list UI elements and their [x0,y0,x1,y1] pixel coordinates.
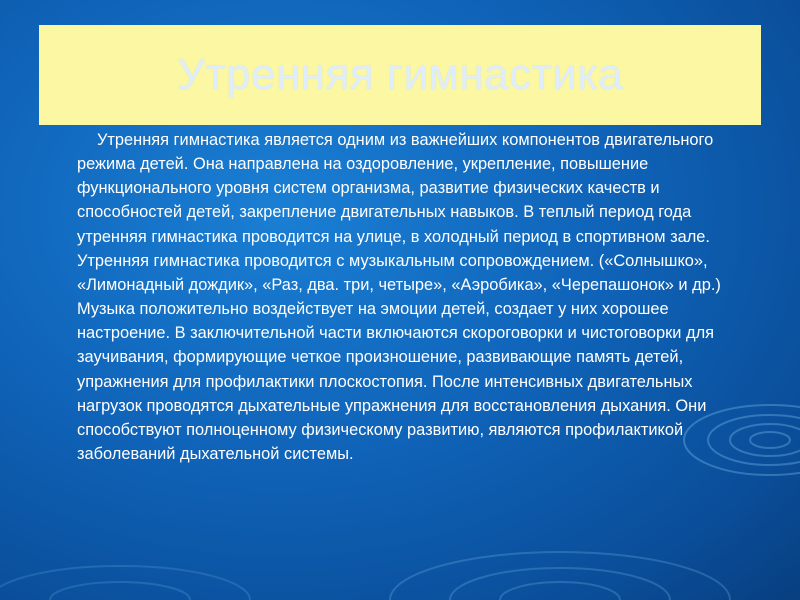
slide-body-text: Утренняя гимнастика является одним из важнейших компонентов двигательного режима детей. Она направлена на оздоровление, укрепление, повышение функционального уровня систем организма, развитие физических качеств и способностей детей, закрепление двигательных навыков. В теплый период года утренняя гимнастика проводится на улице, в холодный период в спортивном зале. Утренняя гимнастика проводится с музыкальным сопровождением. («Солнышко», «Лимонадный дождик», «Раз, два. три, четыре», «Аэробика», «Черепашонок» и др.) Музыка положительно воздействует на эмоции детей, создает у них хорошее настроение. В заключительной части включаются скороговорки и чистоговорки для заучивания, формирующие четкое произношение, развивающие память детей, упражнения для профилактики плоскостопия. После интенсивных двигательных нагрузок проводятся дыхательные упражнения для восстановления дыхания. Они способствуют полноценному физическому развитию, являются профилактикой заболеваний дыхательной системы. [77,131,721,464]
title-box [39,25,761,125]
slide-title: Утренняя гимнастика [176,50,624,99]
